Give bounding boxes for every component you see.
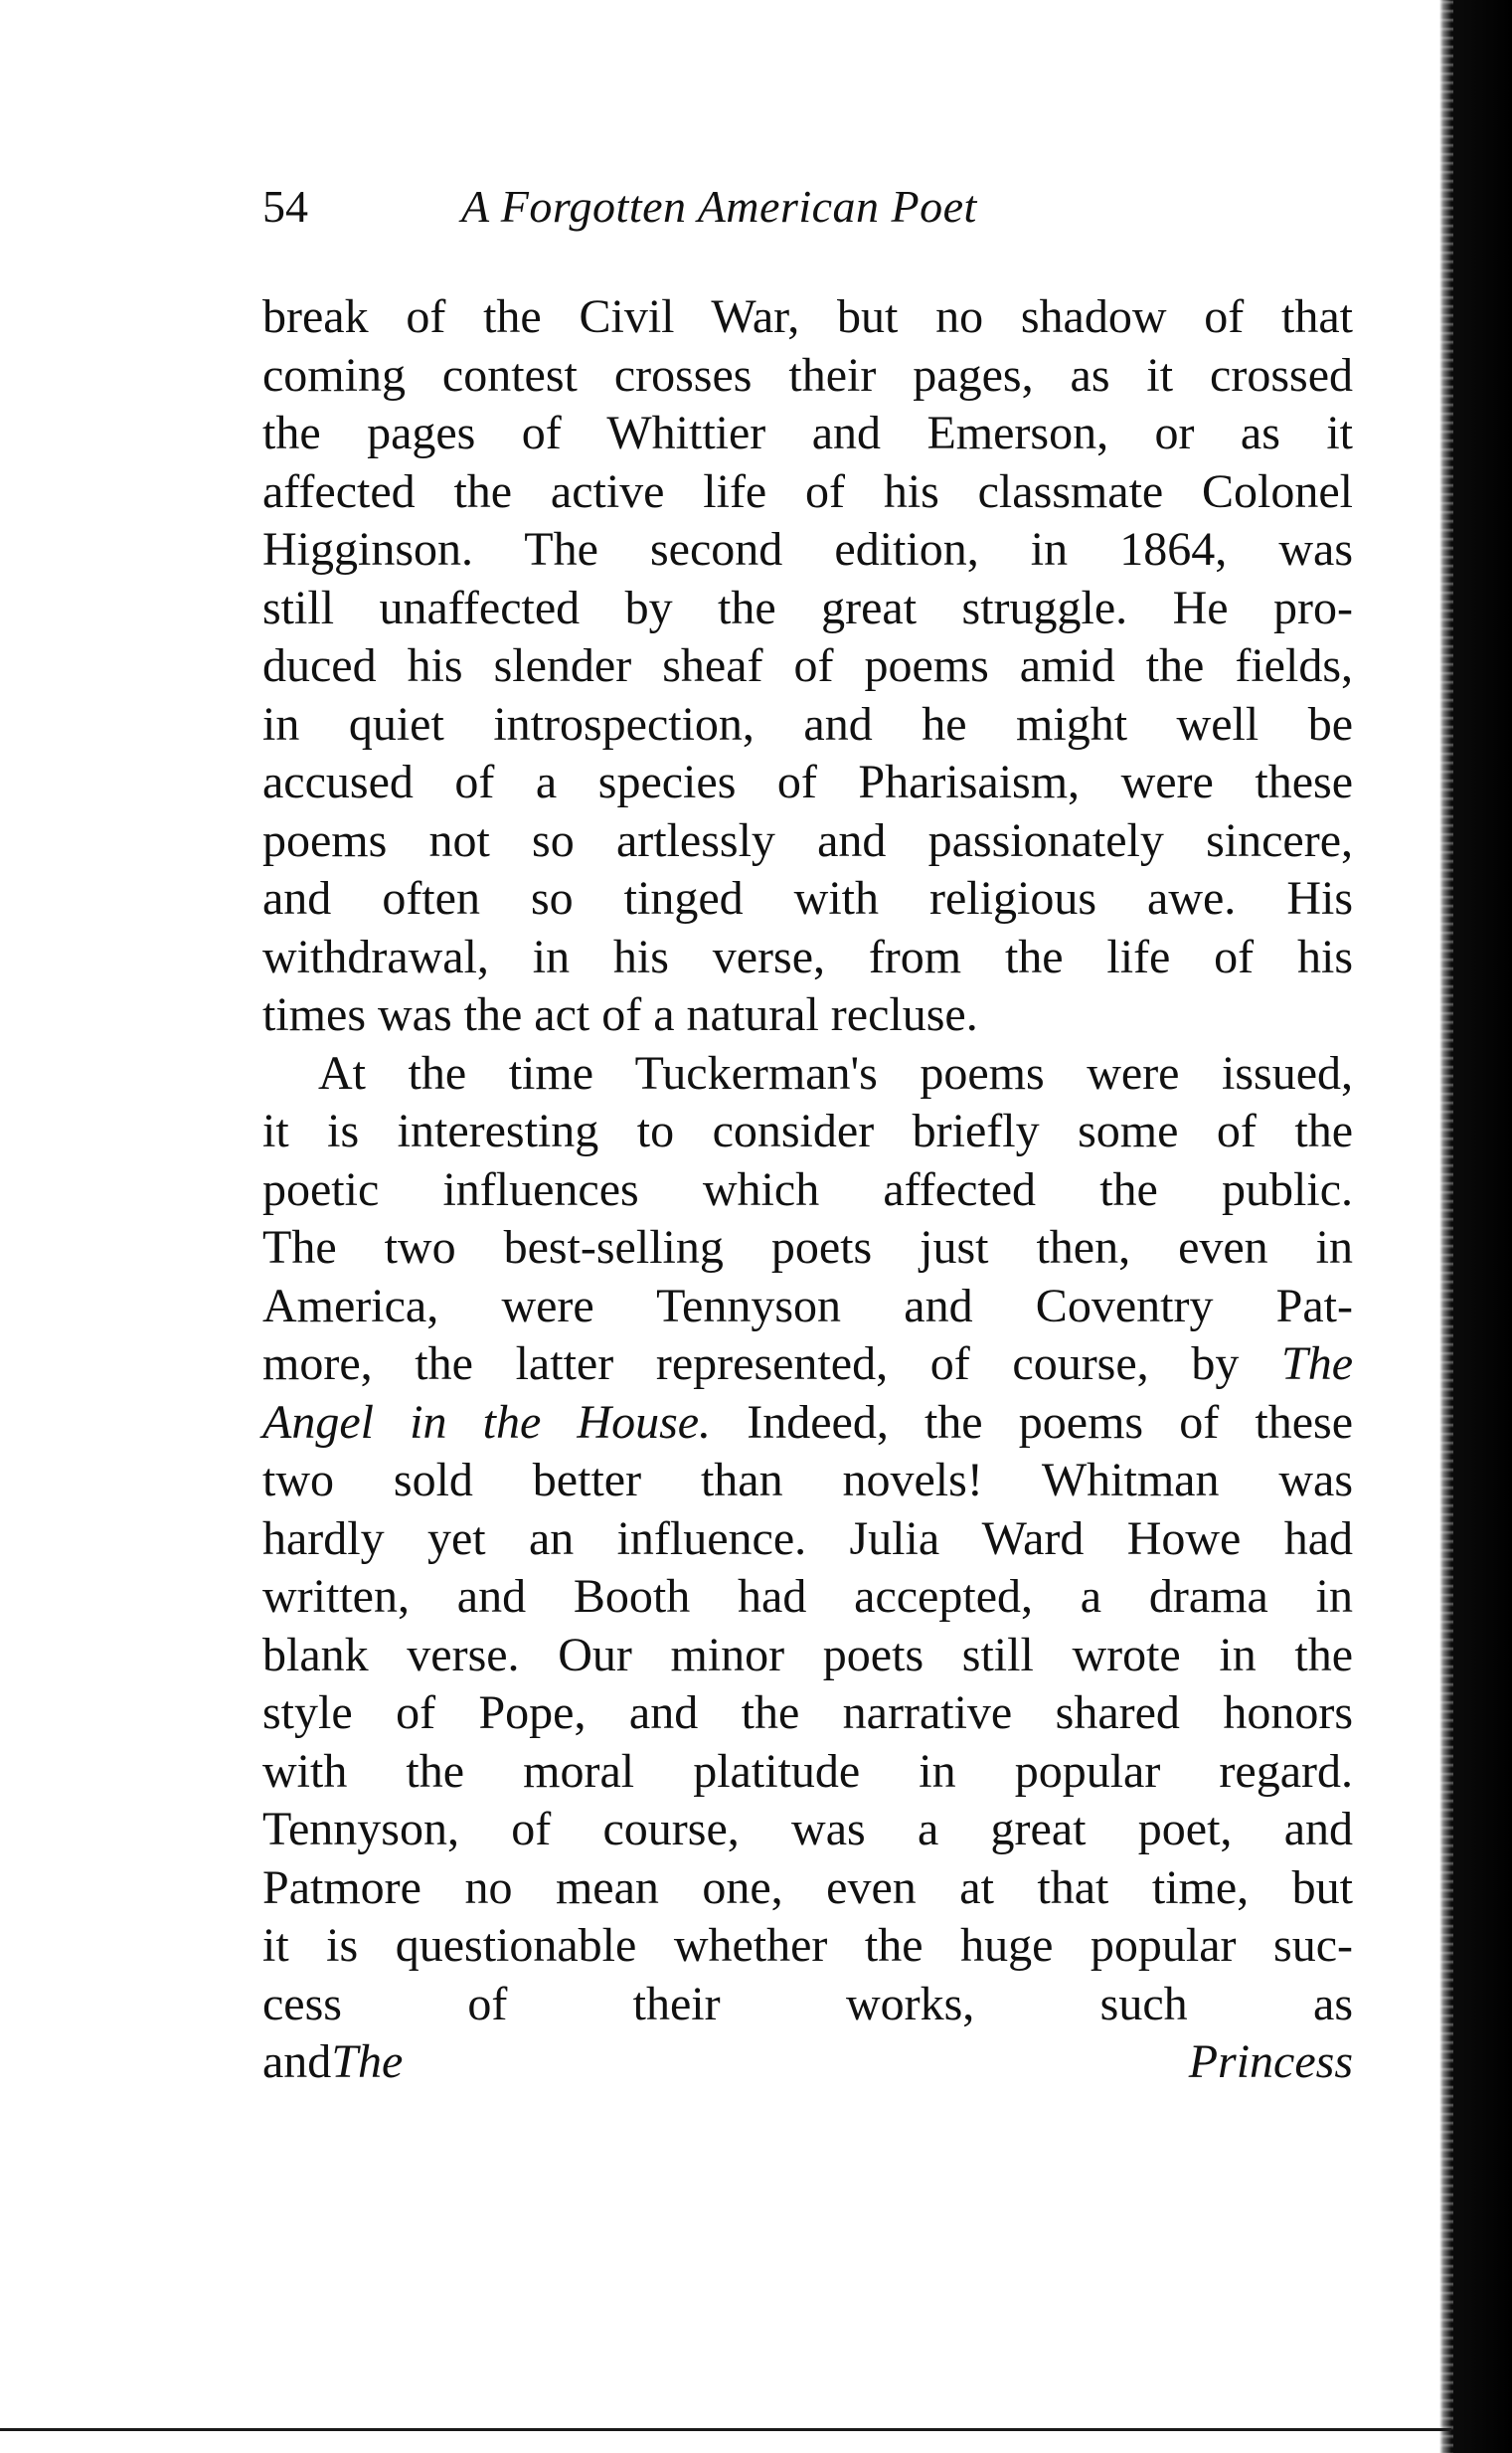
text-line: poems not so artlessly and passionately sincere, xyxy=(262,813,1353,867)
text-line: affected the active life of his classmate Colonel xyxy=(262,464,1353,518)
running-title: A Forgotten American Poet xyxy=(461,181,977,232)
text-line: break of the Civil War, but no shadow of that xyxy=(262,290,1353,343)
text-line xyxy=(262,2033,1353,2092)
text-line: Patmore no mean one, even at that time, but xyxy=(262,1860,1353,1914)
text-line: Higginson. The second edition, in 1864, was xyxy=(262,523,1353,576)
text-line: it is questionable whether the huge popular suc- xyxy=(262,1919,1353,1972)
text-line: with the moral platitude in popular regard. xyxy=(262,1744,1353,1798)
scan-bottom-edge xyxy=(0,2428,1451,2431)
italic-title: The Princess xyxy=(331,2035,1353,2088)
text-line xyxy=(262,1394,1353,1453)
text-line: At the time Tuckerman's poems were issued, xyxy=(318,1046,1353,1100)
italic-title: Angel in the House. xyxy=(262,1395,712,1449)
text-line: style of Pope, and the narrative shared honors xyxy=(262,1686,1353,1739)
running-head xyxy=(262,177,1356,237)
body-text xyxy=(262,288,1353,2092)
text-line: two sold better than novels! Whitman was xyxy=(262,1454,1353,1506)
text-line: it is interesting to consider briefly some of the xyxy=(262,1105,1353,1157)
italic-title: The xyxy=(1281,1337,1353,1390)
text-line: coming contest crosses their pages, as it crossed xyxy=(262,348,1353,402)
text-line: poetic influences which affected the public. xyxy=(262,1162,1353,1216)
text-line: withdrawal, in his verse, from the life of his xyxy=(262,930,1353,983)
text-line: blank verse. Our minor poets still wrote in the xyxy=(262,1628,1353,1681)
text-line: times was the act of a natural recluse. xyxy=(262,988,978,1041)
text-line: still unaffected by the great struggle. He pro- xyxy=(262,581,1353,634)
text-line: in quiet introspection, and he might well be xyxy=(262,697,1353,751)
page-number: 54 xyxy=(262,181,308,232)
text-line: accused of a species of Pharisaism, were these xyxy=(262,756,1353,808)
text-line xyxy=(262,1335,1353,1394)
line-text: Indeed, the poems of these xyxy=(747,1395,1353,1449)
line-text: more, the latter represented, of course, by xyxy=(262,1337,1281,1390)
text-line: duced his slender sheaf of poems amid the fields, xyxy=(262,639,1353,692)
text-line: written, and Booth had accepted, a drama in xyxy=(262,1570,1353,1623)
binding-edge xyxy=(1439,0,1512,2453)
text-line: The two best-selling poets just then, even in xyxy=(262,1221,1353,1274)
paragraph-1 xyxy=(262,288,1353,1045)
text-line: the pages of Whittier and Emerson, or as it xyxy=(262,407,1353,459)
text-line: cess of their works, such as xyxy=(262,1977,1353,2030)
line-text: and xyxy=(262,2035,332,2088)
text-line: hardly yet an influence. Julia Ward Howe had xyxy=(262,1511,1353,1565)
text-line: America, were Tennyson and Coventry Pat- xyxy=(262,1279,1353,1332)
text-line: and often so tinged with religious awe. His xyxy=(262,872,1353,925)
text-line: Tennyson, of course, was a great poet, and xyxy=(262,1803,1353,1855)
paragraph-2 xyxy=(262,1045,1353,2092)
